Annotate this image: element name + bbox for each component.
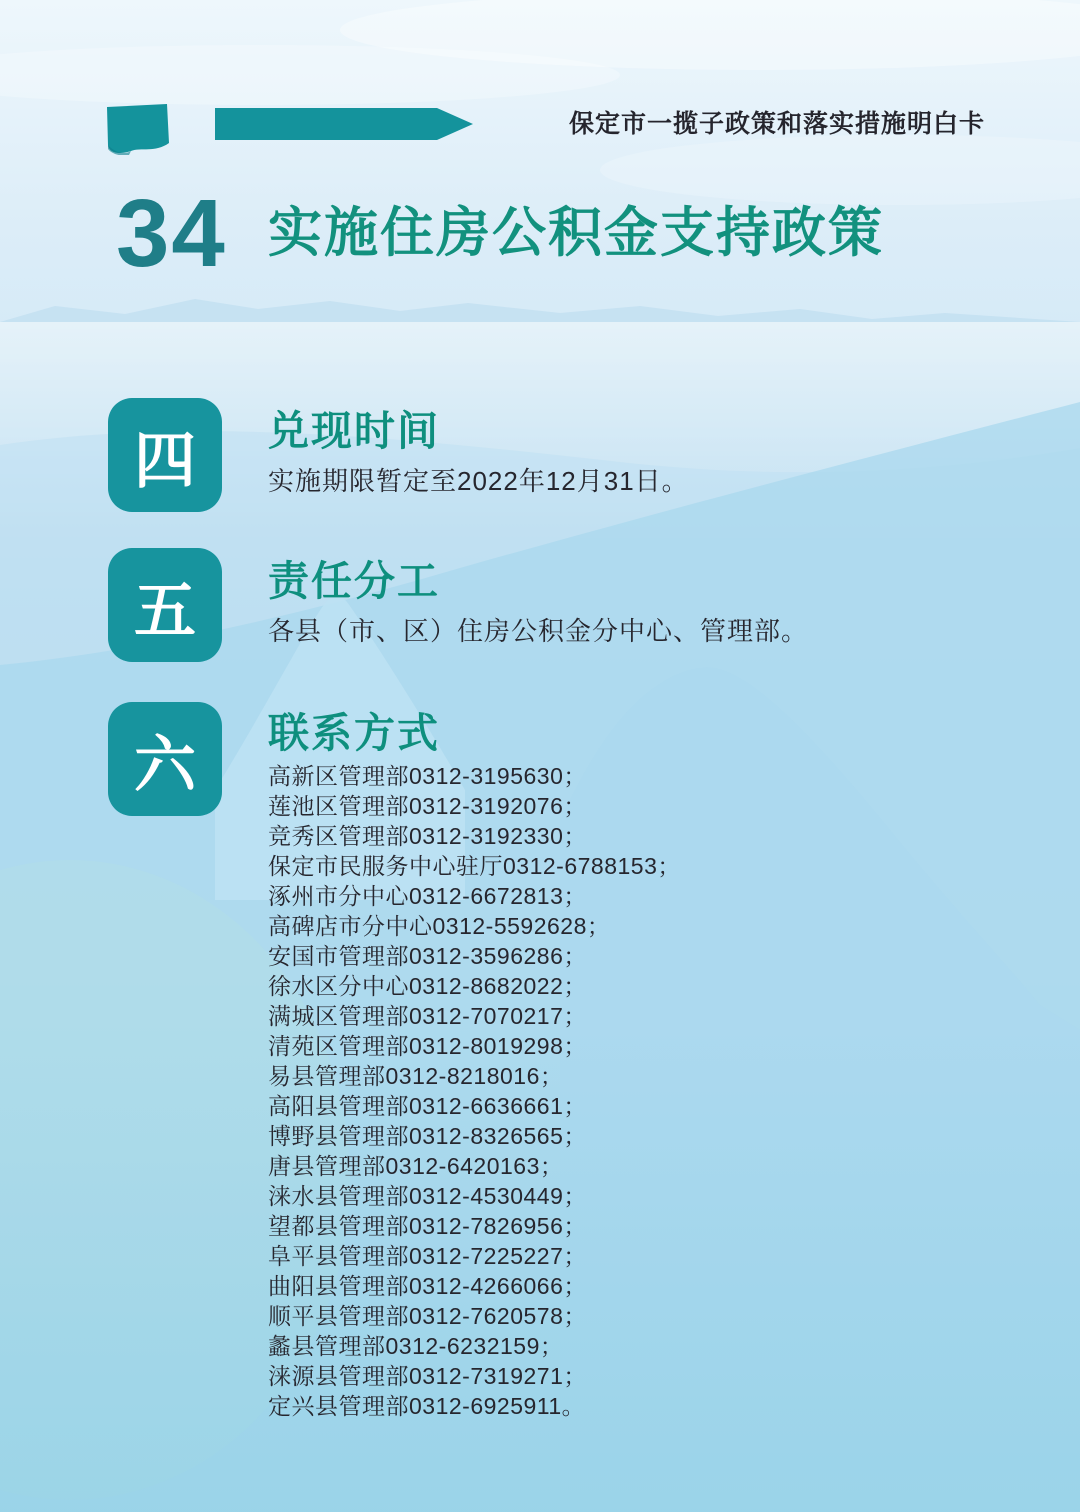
contact-line: 定兴县管理部0312-6925911。: [268, 1393, 586, 1419]
contact-line: 曲阳县管理部0312-4266066；: [268, 1273, 587, 1299]
card-number: 34: [116, 180, 227, 287]
contact-line: 保定市民服务中心驻厅0312-6788153；: [268, 853, 681, 879]
contact-line: 徐水区分中心0312-8682022；: [268, 973, 587, 999]
section-heading-contact: 联系方式: [268, 710, 440, 756]
section-body-responsibility: 各县（市、区）住房公积金分中心、管理部。: [268, 616, 809, 646]
contact-line: 博野县管理部0312-8326565；: [268, 1123, 587, 1149]
contact-line: 清苑区管理部0312-8019298；: [268, 1033, 587, 1059]
contact-line: 满城区管理部0312-7070217；: [268, 1003, 587, 1029]
section-body-redemption-time: 实施期限暂定至2022年12月31日。: [268, 466, 689, 496]
contact-line: 易县管理部0312-8218016；: [268, 1063, 564, 1089]
contact-line: 顺平县管理部0312-7620578；: [268, 1303, 587, 1329]
section-heading-responsibility: 责任分工: [268, 558, 440, 604]
section-heading-redemption-time: 兑现时间: [268, 408, 440, 454]
contact-line: 高碑店市分中心0312-5592628；: [268, 913, 611, 939]
contact-line: 涞水县管理部0312-4530449；: [268, 1183, 587, 1209]
section-badge-five: 五: [108, 548, 222, 662]
section-badge-four: 四: [108, 398, 222, 512]
contact-line: 阜平县管理部0312-7225227；: [268, 1243, 587, 1269]
section-badge-six: 六: [108, 702, 222, 816]
contact-line: 高阳县管理部0312-6636661；: [268, 1093, 587, 1119]
contact-line: 涞源县管理部0312-7319271；: [268, 1363, 587, 1389]
header-block-icon: [105, 103, 177, 155]
card-title: 实施住房公积金支持政策: [268, 203, 884, 263]
contact-line: 蠡县管理部0312-6232159；: [268, 1333, 564, 1359]
contact-line: 望都县管理部0312-7826956；: [268, 1213, 587, 1239]
contact-line: 莲池区管理部0312-3192076；: [268, 793, 587, 819]
page-header-title: 保定市一揽子政策和落实措施明白卡: [568, 110, 985, 138]
contact-line: 竞秀区管理部0312-3192330；: [268, 823, 587, 849]
contact-list: [268, 761, 888, 1421]
contact-line: 高新区管理部0312-3195630；: [268, 763, 587, 789]
contact-line: 唐县管理部0312-6420163；: [268, 1153, 564, 1179]
header-arrow-icon: [215, 107, 475, 141]
contact-line: 涿州市分中心0312-6672813；: [268, 883, 587, 909]
contact-line: 安国市管理部0312-3596286；: [268, 943, 587, 969]
